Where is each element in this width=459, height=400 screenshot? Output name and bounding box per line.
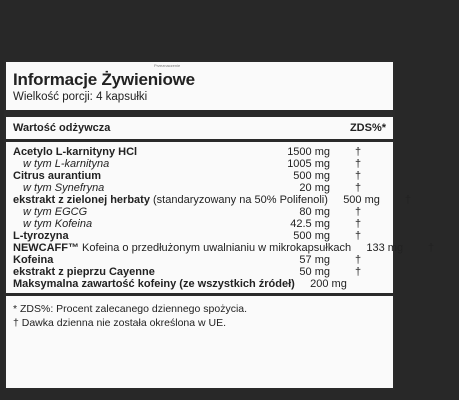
nutrient-dv: † [354,218,362,230]
nutrient-name-bold: L-tyrozyna [13,230,69,242]
nutrient-name [13,254,278,266]
nutrient-name-text: (standaryzowany na 50% Polifenoli) [149,194,328,206]
nutrient-name-text: Kofeina o przedłużonym uwalnianiu w mikrokapsułkach [79,242,352,254]
nutrient-dv: † [354,170,362,182]
nutrient-dv: † [404,194,411,206]
nutrient-amount: 50 mg [299,266,330,278]
nutrient-amount: 57 mg [299,254,330,266]
nutrient-dv: † [354,146,362,158]
thick-divider [6,110,393,117]
nutrient-name [13,170,278,182]
nutrient-name [13,146,278,158]
nutrient-name-bold: ekstrakt z zielonej herbaty [13,194,150,206]
nutrient-name [13,218,278,230]
nutrient-dv: † [354,254,362,266]
table-row [13,242,435,254]
table-row [13,230,386,242]
nutrient-name [13,158,278,170]
table-row [13,206,386,218]
nutrient-dv: † [428,242,435,254]
table-row [13,218,386,230]
nutrient-amount: 500 mg [293,230,330,242]
table-header [13,117,386,139]
nutrient-name [13,194,328,206]
nutrient-name-bold: NEWCAFF™ [13,242,79,254]
nutrient-name [13,266,278,278]
header-dv: ZDS%* [349,122,386,134]
nutrient-amount: 20 mg [299,182,330,194]
nutrient-name-bold: Kofeina [13,254,54,266]
nutrient-amount: 133 mg [366,242,404,254]
small-tag-text: Przeznaczenie [154,63,181,68]
nutrient-dv: † [354,182,362,194]
nutrient-name-bold: Acetylo L-karnityny HCl [13,146,138,158]
footnote: † Dawka dzienna nie została określona w UE. [13,317,227,329]
nutrient-amount: 500 mg [343,194,380,206]
nutrient-name-bold: ekstrakt z pieprzu Cayenne [13,266,155,278]
nutrient-name [13,206,278,218]
table-row [13,146,386,158]
nutrient-amount: 500 mg [293,170,330,182]
nutrient-name [13,278,295,290]
nutrient-amount: 200 mg [310,278,347,290]
nutrient-name-bold: Maksymalna zawartość kofeiny (ze wszystkich źródeł) [13,278,295,290]
nutrient-dv: † [354,230,362,242]
nutrient-name-text: w tym Synefryna [23,182,105,194]
panel-title: Informacje Żywieniowe [13,70,195,89]
nutrition-facts-panel [4,60,435,390]
nutrient-name [13,230,278,242]
table-row [13,266,386,278]
table-row [13,158,386,170]
footnotes [13,296,386,330]
nutrient-name-text: w tym EGCG [23,206,88,218]
nutrient-name [13,242,351,254]
nutrient-dv: † [354,206,362,218]
footnote: * ZDS%: Procent zalecanego dziennego spożycia. [13,303,248,315]
nutrient-amount: 80 mg [299,206,330,218]
serving-size: Wielkość porcji: 4 kapsułki [13,91,148,103]
nutrient-name [13,182,278,194]
nutrient-dv: † [354,266,362,278]
nutrient-name-text: w tym L-karnityna [23,158,110,170]
nutrient-amount: 1005 mg [287,158,330,170]
header-nutrient: Wartość odżywcza [13,122,111,134]
nutrient-name-text: w tym Kofeina [23,218,93,230]
table-row [13,182,386,194]
nutrient-amount: 1500 mg [287,146,330,158]
nutrient-table [13,142,435,290]
table-row [13,254,386,266]
nutrient-dv: † [354,158,362,170]
nutrient-amount: 42.5 mg [290,218,330,230]
table-row [13,170,386,182]
table-row [13,278,386,290]
nutrient-name-bold: Citrus aurantium [13,170,102,182]
table-row [13,194,411,206]
